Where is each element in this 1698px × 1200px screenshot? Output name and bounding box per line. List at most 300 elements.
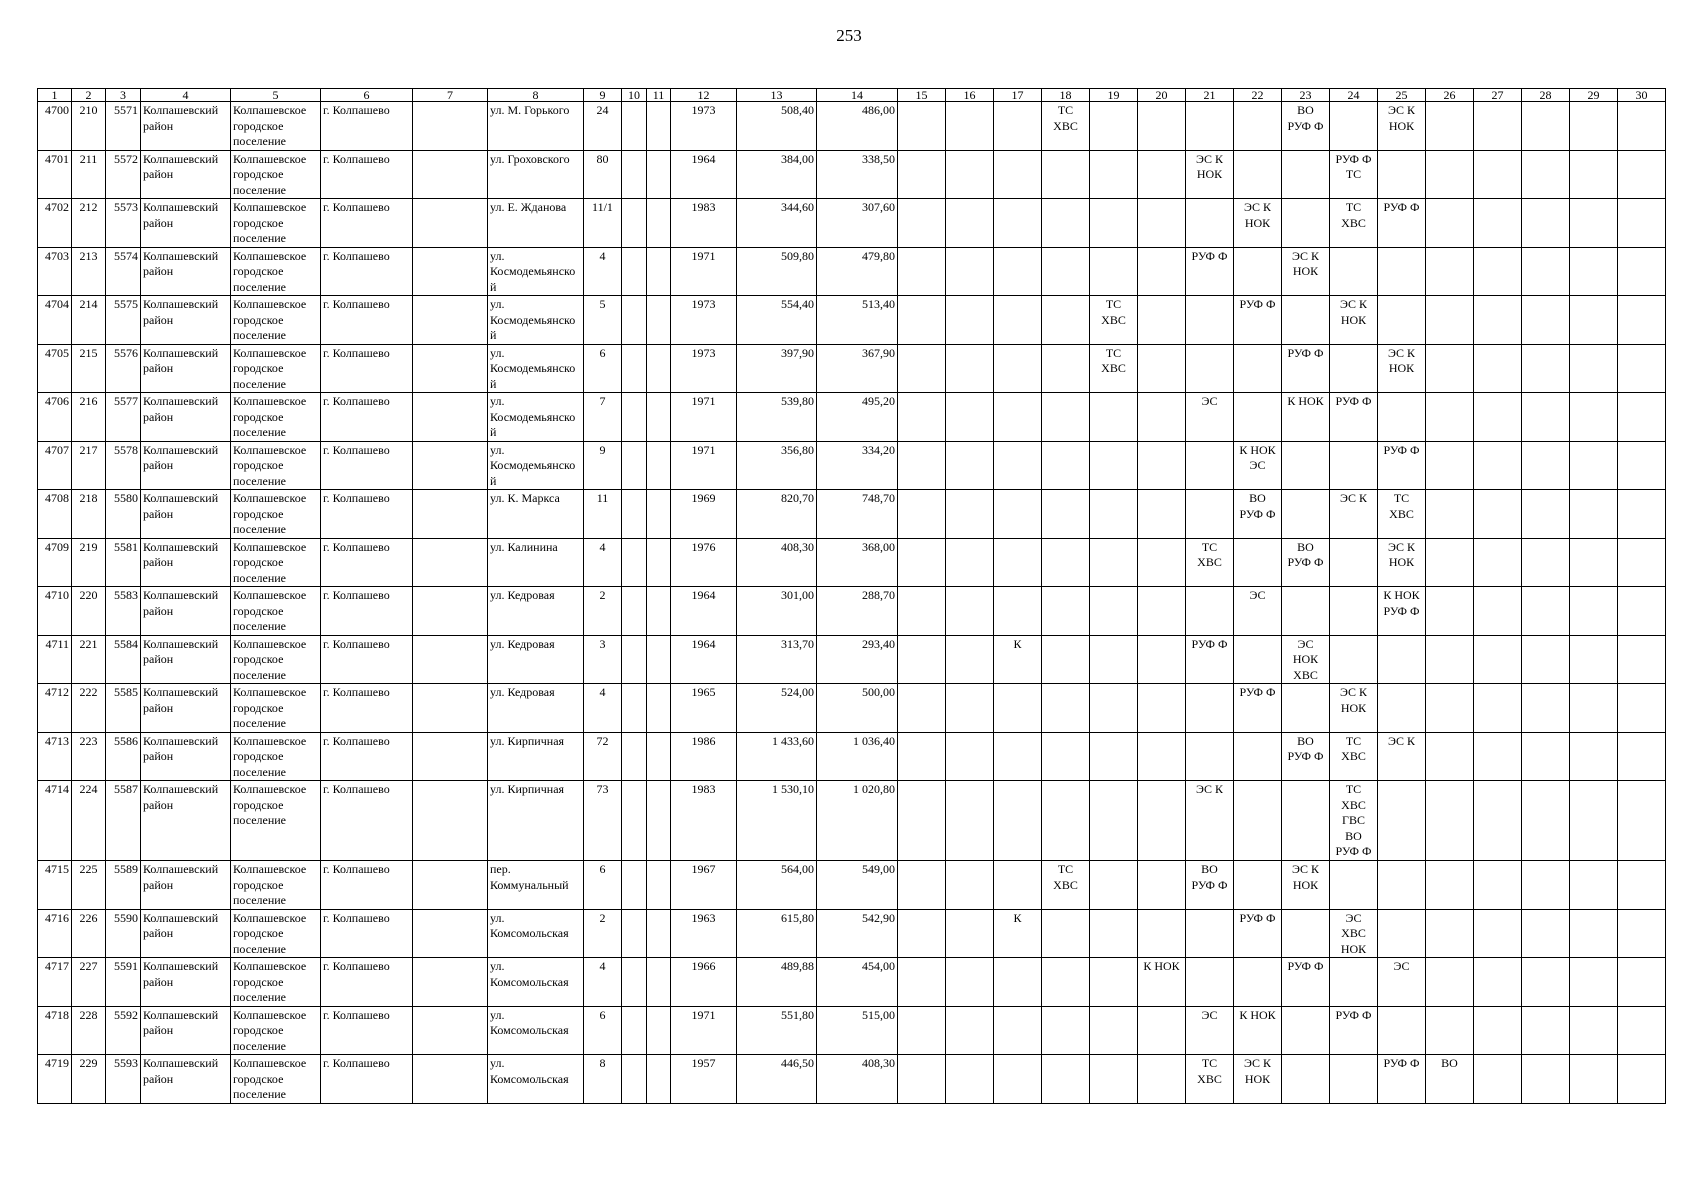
cell-locality: г. Колпашево [321,441,413,490]
cell-c27 [1474,635,1522,684]
cell-code: 5573 [106,199,141,248]
cell-i: 218 [72,490,106,539]
cell-c28 [1522,861,1570,910]
cell-c30 [1618,393,1666,442]
cell-street: ул. Кедровая [488,587,584,636]
cell-c26 [1426,344,1474,393]
column-header-7: 7 [413,89,488,102]
cell-district: Колпашевский район [141,1006,231,1055]
cell-year: 1967 [671,861,737,910]
table-row [38,393,1666,442]
cell-c29 [1570,102,1618,151]
cell-c16 [946,102,994,151]
cell-c29 [1570,441,1618,490]
cell-c21: ЭС К НОК [1186,150,1234,199]
cell-c26 [1426,247,1474,296]
cell-c26 [1426,199,1474,248]
cell-year: 1971 [671,441,737,490]
cell-c27 [1474,441,1522,490]
cell-house: 5 [584,296,622,345]
cell-c23 [1282,781,1330,861]
cell-c29 [1570,344,1618,393]
table-row [38,1055,1666,1104]
cell-c18 [1042,296,1090,345]
cell-c11 [647,781,671,861]
cell-locality: г. Колпашево [321,958,413,1007]
table-row [38,344,1666,393]
cell-c23 [1282,150,1330,199]
cell-n: 4709 [38,538,72,587]
cell-c30 [1618,102,1666,151]
cell-c21 [1186,199,1234,248]
cell-c30 [1618,199,1666,248]
cell-c20 [1138,344,1186,393]
cell-c19 [1090,587,1138,636]
cell-c20 [1138,684,1186,733]
cell-locality: г. Колпашево [321,684,413,733]
cell-c10 [622,1006,647,1055]
table-row [38,958,1666,1007]
column-header-18: 18 [1042,89,1090,102]
cell-district: Колпашевский район [141,909,231,958]
cell-c24: ТС ХВС ГВС ВО РУФ Ф [1330,781,1378,861]
cell-c19 [1090,199,1138,248]
cell-n: 4703 [38,247,72,296]
column-header-8: 8 [488,89,584,102]
cell-c19 [1090,958,1138,1007]
cell-c27 [1474,1055,1522,1104]
cell-c11 [647,732,671,781]
cell-settlement: Колпашевское городское поселение [231,490,321,539]
cell-c10 [622,199,647,248]
cell-c10 [622,861,647,910]
cell-c7 [413,909,488,958]
cell-c25: ЭС К НОК [1378,538,1426,587]
cell-c28 [1522,1006,1570,1055]
cell-c22: ЭС К НОК [1234,1055,1282,1104]
cell-district: Колпашевский район [141,861,231,910]
cell-c10 [622,393,647,442]
cell-c23: К НОК [1282,393,1330,442]
cell-c19 [1090,861,1138,910]
cell-c29 [1570,393,1618,442]
table-row [38,732,1666,781]
cell-c26 [1426,490,1474,539]
cell-c29 [1570,684,1618,733]
cell-district: Колпашевский район [141,587,231,636]
cell-area_total: 1 530,10 [737,781,817,861]
cell-c17 [994,861,1042,910]
cell-street: ул. Космодемьянской [488,296,584,345]
cell-c30 [1618,1055,1666,1104]
cell-street: ул. Космодемьянской [488,393,584,442]
cell-street: ул. Космодемьянской [488,441,584,490]
cell-house: 6 [584,344,622,393]
cell-n: 4716 [38,909,72,958]
cell-street: ул. К. Маркса [488,490,584,539]
cell-c27 [1474,538,1522,587]
housing-registry-table [37,88,1666,1104]
cell-locality: г. Колпашево [321,1055,413,1104]
cell-c10 [622,684,647,733]
cell-area_living: 495,20 [817,393,898,442]
cell-c23 [1282,684,1330,733]
cell-house: 11 [584,490,622,539]
cell-c30 [1618,861,1666,910]
cell-c17: К [994,635,1042,684]
cell-c28 [1522,587,1570,636]
cell-c24 [1330,344,1378,393]
cell-c27 [1474,344,1522,393]
column-header-22: 22 [1234,89,1282,102]
cell-c16 [946,684,994,733]
table-row [38,102,1666,151]
cell-c26 [1426,587,1474,636]
column-header-20: 20 [1138,89,1186,102]
cell-c16 [946,150,994,199]
cell-c20 [1138,441,1186,490]
cell-c29 [1570,247,1618,296]
cell-c25: ЭС К НОК [1378,344,1426,393]
cell-c18 [1042,150,1090,199]
cell-settlement: Колпашевское городское поселение [231,247,321,296]
cell-c22: К НОК [1234,1006,1282,1055]
cell-c28 [1522,732,1570,781]
cell-c23: ВО РУФ Ф [1282,102,1330,151]
cell-street: ул. Кедровая [488,635,584,684]
column-header-25: 25 [1378,89,1426,102]
cell-code: 5591 [106,958,141,1007]
cell-c19 [1090,490,1138,539]
cell-c30 [1618,958,1666,1007]
cell-c10 [622,150,647,199]
cell-c7 [413,587,488,636]
cell-c11 [647,199,671,248]
cell-c21 [1186,909,1234,958]
cell-c7 [413,150,488,199]
cell-code: 5580 [106,490,141,539]
cell-c15 [898,538,946,587]
cell-c11 [647,587,671,636]
cell-c18 [1042,684,1090,733]
cell-area_total: 344,60 [737,199,817,248]
page-number: 253 [836,26,862,45]
cell-c7 [413,861,488,910]
cell-c7 [413,199,488,248]
cell-c30 [1618,635,1666,684]
cell-c22 [1234,635,1282,684]
cell-locality: г. Колпашево [321,150,413,199]
cell-district: Колпашевский район [141,538,231,587]
cell-c25 [1378,296,1426,345]
cell-area_living: 367,90 [817,344,898,393]
cell-c10 [622,247,647,296]
cell-district: Колпашевский район [141,441,231,490]
cell-c18 [1042,344,1090,393]
cell-c11 [647,538,671,587]
cell-c20 [1138,1055,1186,1104]
cell-year: 1976 [671,538,737,587]
cell-c7 [413,1006,488,1055]
cell-i: 220 [72,587,106,636]
cell-c29 [1570,909,1618,958]
cell-c22: РУФ Ф [1234,909,1282,958]
cell-c10 [622,344,647,393]
cell-c27 [1474,587,1522,636]
cell-c15 [898,199,946,248]
cell-c26: ВО [1426,1055,1474,1104]
cell-c11 [647,1055,671,1104]
cell-area_living: 408,30 [817,1055,898,1104]
cell-year: 1963 [671,909,737,958]
cell-c21: РУФ Ф [1186,247,1234,296]
cell-area_total: 408,30 [737,538,817,587]
cell-c30 [1618,781,1666,861]
cell-c22: К НОК ЭС [1234,441,1282,490]
cell-c18 [1042,1006,1090,1055]
column-header-17: 17 [994,89,1042,102]
cell-c19 [1090,781,1138,861]
cell-c28 [1522,538,1570,587]
cell-area_living: 486,00 [817,102,898,151]
cell-area_living: 513,40 [817,296,898,345]
cell-c24 [1330,861,1378,910]
cell-c17 [994,344,1042,393]
cell-c19 [1090,538,1138,587]
cell-area_living: 293,40 [817,635,898,684]
cell-c23 [1282,1055,1330,1104]
cell-i: 219 [72,538,106,587]
column-header-29: 29 [1570,89,1618,102]
cell-c15 [898,490,946,539]
cell-i: 214 [72,296,106,345]
cell-c18 [1042,441,1090,490]
cell-c30 [1618,684,1666,733]
cell-c7 [413,1055,488,1104]
cell-street: ул. Гроховского [488,150,584,199]
column-header-14: 14 [817,89,898,102]
cell-c15 [898,958,946,1007]
cell-c23: РУФ Ф [1282,344,1330,393]
cell-settlement: Колпашевское городское поселение [231,441,321,490]
cell-area_living: 500,00 [817,684,898,733]
cell-i: 227 [72,958,106,1007]
cell-year: 1966 [671,958,737,1007]
cell-c20 [1138,538,1186,587]
cell-c15 [898,150,946,199]
cell-house: 3 [584,635,622,684]
cell-c28 [1522,909,1570,958]
cell-year: 1973 [671,296,737,345]
cell-c30 [1618,150,1666,199]
cell-settlement: Колпашевское городское поселение [231,393,321,442]
cell-c21 [1186,344,1234,393]
cell-c30 [1618,732,1666,781]
cell-locality: г. Колпашево [321,909,413,958]
cell-c26 [1426,861,1474,910]
cell-c23: ВО РУФ Ф [1282,538,1330,587]
cell-locality: г. Колпашево [321,102,413,151]
table-row [38,150,1666,199]
cell-c10 [622,490,647,539]
cell-code: 5578 [106,441,141,490]
cell-area_living: 307,60 [817,199,898,248]
cell-c29 [1570,150,1618,199]
cell-house: 4 [584,958,622,1007]
cell-c28 [1522,393,1570,442]
cell-c19 [1090,441,1138,490]
cell-c26 [1426,732,1474,781]
cell-c18: ТС ХВС [1042,102,1090,151]
cell-c28 [1522,102,1570,151]
cell-c20 [1138,199,1186,248]
cell-c20 [1138,587,1186,636]
cell-area_total: 301,00 [737,587,817,636]
cell-c27 [1474,732,1522,781]
cell-year: 1964 [671,635,737,684]
cell-house: 7 [584,393,622,442]
cell-area_total: 446,50 [737,1055,817,1104]
cell-c22 [1234,150,1282,199]
cell-c17 [994,441,1042,490]
cell-c19 [1090,393,1138,442]
cell-c16 [946,635,994,684]
cell-c15 [898,635,946,684]
cell-c20 [1138,490,1186,539]
cell-c24 [1330,102,1378,151]
cell-c22: ЭС К НОК [1234,199,1282,248]
cell-c27 [1474,490,1522,539]
cell-c28 [1522,344,1570,393]
cell-c20 [1138,1006,1186,1055]
cell-c21: ЭС К [1186,781,1234,861]
cell-c11 [647,150,671,199]
cell-house: 6 [584,861,622,910]
cell-year: 1957 [671,1055,737,1104]
cell-locality: г. Колпашево [321,296,413,345]
column-header-30: 30 [1618,89,1666,102]
cell-c24 [1330,538,1378,587]
cell-c17 [994,732,1042,781]
cell-district: Колпашевский район [141,150,231,199]
cell-settlement: Колпашевское городское поселение [231,102,321,151]
cell-c24 [1330,635,1378,684]
cell-c26 [1426,150,1474,199]
table-row [38,781,1666,861]
cell-c27 [1474,958,1522,1007]
cell-n: 4708 [38,490,72,539]
cell-c15 [898,1055,946,1104]
cell-year: 1973 [671,102,737,151]
cell-c26 [1426,102,1474,151]
cell-c20 [1138,150,1186,199]
cell-house: 4 [584,247,622,296]
cell-c21: ЭС [1186,393,1234,442]
cell-locality: г. Колпашево [321,490,413,539]
cell-c19 [1090,102,1138,151]
cell-c21 [1186,296,1234,345]
cell-c26 [1426,441,1474,490]
cell-c17 [994,102,1042,151]
cell-district: Колпашевский район [141,102,231,151]
cell-street: ул. Калинина [488,538,584,587]
cell-area_living: 368,00 [817,538,898,587]
cell-c11 [647,441,671,490]
cell-i: 215 [72,344,106,393]
cell-c25 [1378,150,1426,199]
cell-c15 [898,909,946,958]
cell-c10 [622,441,647,490]
cell-c28 [1522,150,1570,199]
cell-c24: ЭС К [1330,490,1378,539]
cell-c25 [1378,909,1426,958]
cell-c25: ЭС К [1378,732,1426,781]
cell-code: 5581 [106,538,141,587]
cell-c7 [413,635,488,684]
cell-c26 [1426,684,1474,733]
cell-c18 [1042,635,1090,684]
cell-c17 [994,150,1042,199]
cell-area_total: 313,70 [737,635,817,684]
cell-c28 [1522,247,1570,296]
cell-c17 [994,247,1042,296]
cell-settlement: Колпашевское городское поселение [231,732,321,781]
cell-district: Колпашевский район [141,247,231,296]
cell-c30 [1618,247,1666,296]
cell-n: 4706 [38,393,72,442]
cell-c29 [1570,732,1618,781]
cell-c26 [1426,635,1474,684]
cell-locality: г. Колпашево [321,393,413,442]
column-header-1: 1 [38,89,72,102]
cell-c21: ВО РУФ Ф [1186,861,1234,910]
cell-c28 [1522,490,1570,539]
cell-c17 [994,296,1042,345]
cell-c21 [1186,441,1234,490]
column-header-16: 16 [946,89,994,102]
cell-c23 [1282,1006,1330,1055]
cell-c25: РУФ Ф [1378,1055,1426,1104]
cell-c22 [1234,958,1282,1007]
cell-area_total: 356,80 [737,441,817,490]
cell-n: 4714 [38,781,72,861]
cell-street: ул. М. Горького [488,102,584,151]
cell-area_total: 524,00 [737,684,817,733]
cell-c27 [1474,102,1522,151]
cell-c20 [1138,393,1186,442]
column-header-11: 11 [647,89,671,102]
cell-c19 [1090,635,1138,684]
cell-c19 [1090,247,1138,296]
cell-c7 [413,441,488,490]
cell-year: 1964 [671,587,737,636]
cell-c22 [1234,102,1282,151]
cell-year: 1983 [671,199,737,248]
cell-district: Колпашевский район [141,958,231,1007]
cell-code: 5572 [106,150,141,199]
cell-street: ул. Комсомольская [488,1006,584,1055]
cell-area_living: 542,90 [817,909,898,958]
table-row [38,909,1666,958]
column-header-4: 4 [141,89,231,102]
cell-settlement: Колпашевское городское поселение [231,781,321,861]
cell-code: 5587 [106,781,141,861]
cell-c16 [946,538,994,587]
cell-settlement: Колпашевское городское поселение [231,150,321,199]
cell-settlement: Колпашевское городское поселение [231,1055,321,1104]
cell-c11 [647,490,671,539]
cell-c27 [1474,1006,1522,1055]
